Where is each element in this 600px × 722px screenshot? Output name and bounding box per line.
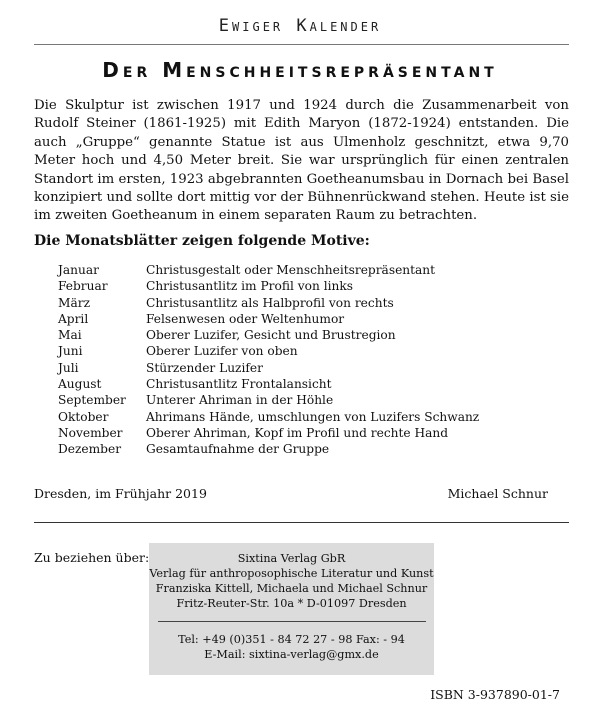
month-name: Oktober [58, 409, 109, 424]
month-name: Januar [58, 263, 99, 277]
month-motif: Oberer Luzifer von oben [146, 344, 298, 359]
month-name: November [58, 425, 123, 440]
publisher-name: Sixtina Verlag GbR [237, 552, 346, 565]
month-name: März [58, 295, 90, 310]
page-title: Der Menschheitsrepräsentant [102, 58, 498, 82]
series-title: Ewiger Kalender [218, 16, 382, 36]
month-name: August [58, 377, 102, 392]
month-motif: Stürzender Luzifer [146, 360, 263, 375]
top-divider [34, 44, 569, 45]
month-motif: Christusantlitz Frontalansicht [146, 377, 332, 392]
publisher-address: Fritz-Reuter-Str. 10a * D-01097 Dresden [176, 597, 407, 610]
month-row [58, 262, 578, 278]
publisher-subtitle: Verlag für anthroposophische Literatur und Kunst [149, 567, 434, 580]
order-label: Zu beziehen über: [34, 550, 150, 565]
month-row [58, 327, 578, 343]
month-name: Juli [58, 360, 79, 375]
month-name: April [58, 311, 89, 326]
months-table [58, 262, 578, 458]
month-row [58, 311, 578, 327]
place-date: Dresden, im Frühjahr 2019 [34, 486, 207, 501]
month-motif: Oberer Ahriman, Kopf im Profil und rechte Hand [146, 425, 449, 440]
bottom-divider [34, 522, 569, 523]
month-row [58, 278, 578, 294]
month-motif: Christusantlitz im Profil von links [146, 279, 353, 294]
month-motif: Christusgestalt oder Menschheitsrepräsentant [146, 263, 436, 277]
month-row [58, 441, 578, 457]
month-name: Juni [58, 344, 83, 359]
month-row [58, 409, 578, 425]
publisher-phone: Tel: +49 (0)351 - 84 72 27 - 98 Fax: - 94 [178, 633, 405, 646]
motifs-heading: Die Monatsblätter zeigen folgende Motive: [34, 233, 370, 249]
month-name: Mai [58, 328, 82, 343]
month-row [58, 376, 578, 392]
publisher-owners: Franziska Kittell, Michaela und Michael Schnur [155, 582, 428, 595]
author-name: Michael Schnur [447, 486, 548, 501]
publisher-email: E-Mail: sixtina-verlag@gmx.de [204, 648, 379, 661]
month-motif: Unterer Ahriman in der Höhle [146, 393, 334, 408]
publisher-divider [158, 621, 426, 622]
isbn: ISBN 3-937890-01-7 [430, 687, 560, 702]
month-motif: Ahrimans Hände, umschlungen von Luzifers Schwanz [146, 409, 480, 424]
month-motif: Christusantlitz als Halbprofil von rechts [146, 295, 394, 310]
month-row [58, 295, 578, 311]
month-name: September [58, 393, 126, 408]
month-name: Februar [58, 279, 108, 294]
month-row [58, 343, 578, 359]
month-row [58, 392, 578, 408]
intro-paragraph: Die Skulptur ist zwischen 1917 und 1924 durch die Zusammenarbeit von Rudolf Steiner (1861-1925) mit Edith Maryon (1872-1924) entstanden. Die auch „Gruppe“ genannte Statue ist aus Ulmenholz geschnitzt, etwa 9,70 Meter hoch und 4,50 Meter breit. Sie war ursprünglich für einen zentralen Standort im ersten, 1923 abgebrannten Goetheanumsbau in Dornach bei Basel konzipiert und sollte dort mittig vor der Bühnenrückwand stehen. Heute ist sie im zweiten Goetheanum in einem separaten Raum zu betrachten. [34, 98, 569, 224]
month-motif: Oberer Luzifer, Gesicht und Brustregion [146, 328, 396, 343]
month-row [58, 425, 578, 441]
month-motif: Gesamtaufnahme der Gruppe [146, 442, 330, 457]
month-row [58, 360, 578, 376]
month-name: Dezember [58, 442, 122, 457]
month-motif: Felsenwesen oder Weltenhumor [146, 311, 345, 326]
publisher-box [149, 543, 434, 675]
